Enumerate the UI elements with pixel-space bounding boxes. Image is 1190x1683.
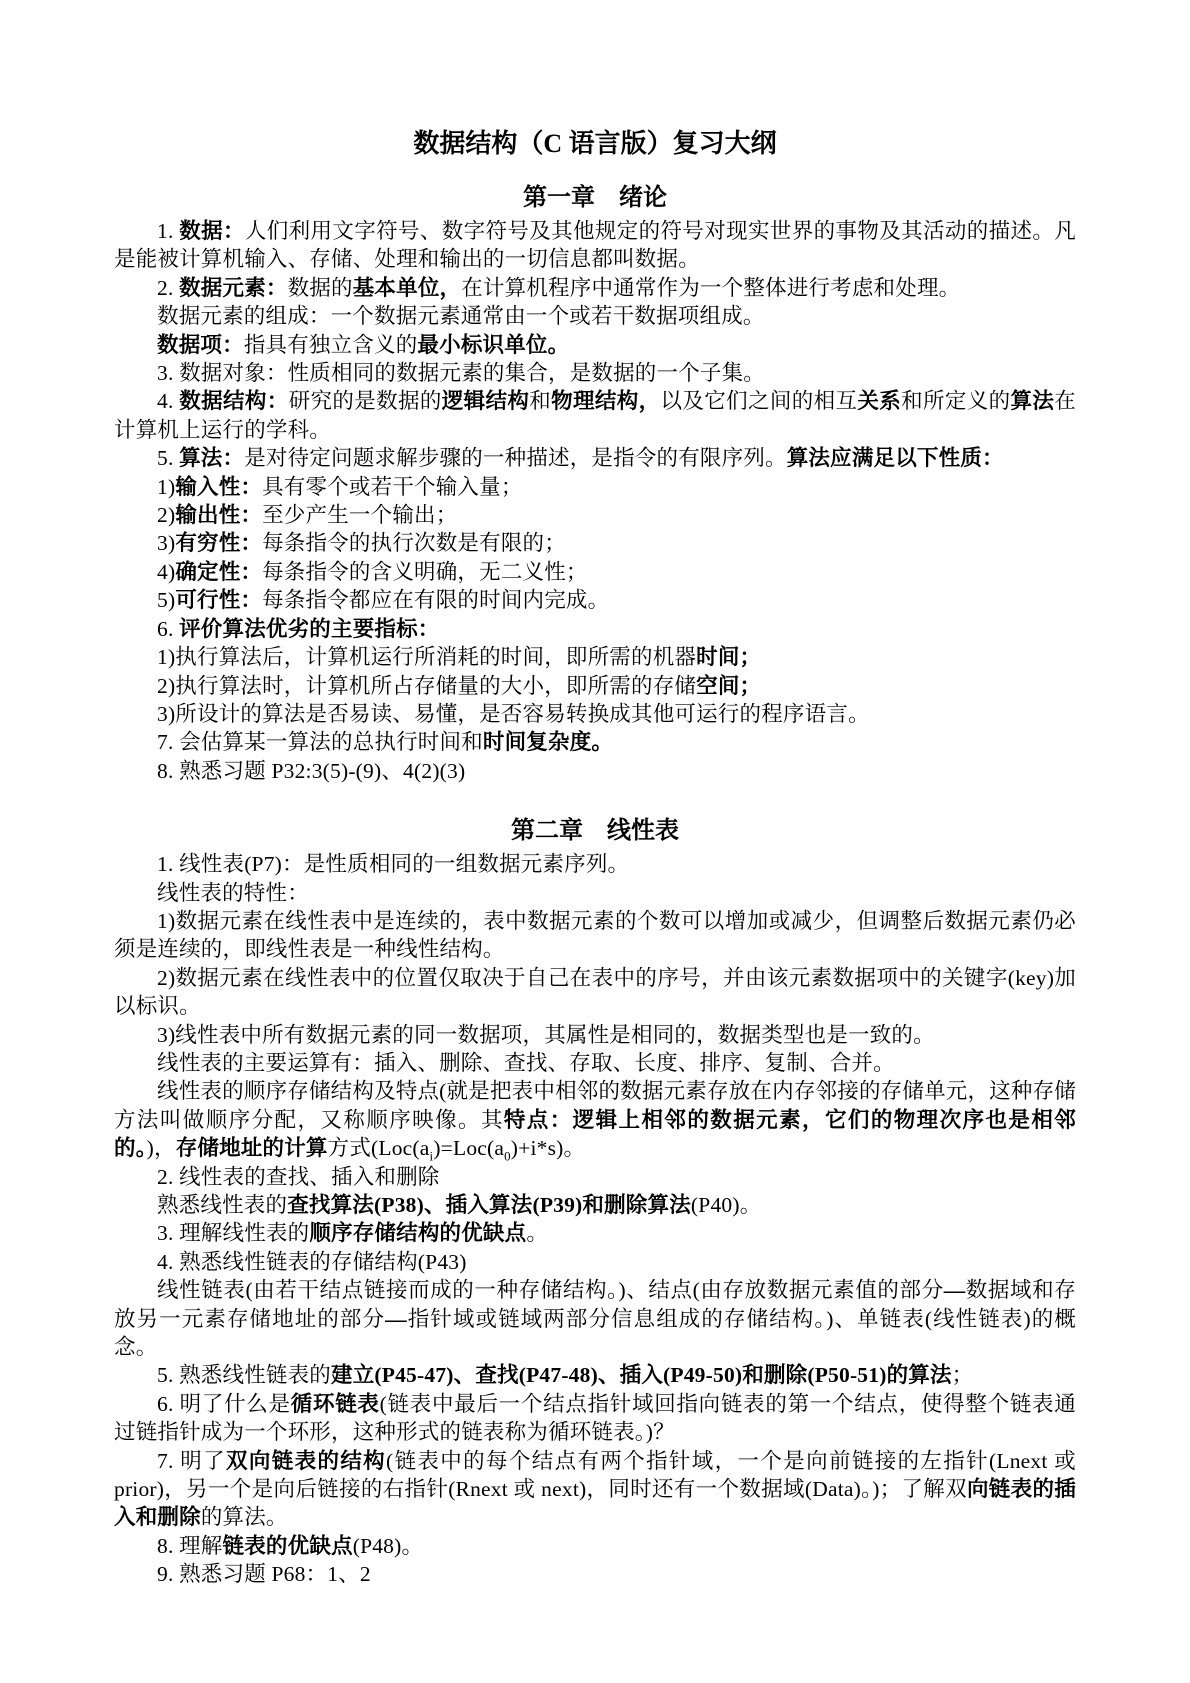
paragraph: 熟悉线性表的查找算法(P38)、插入算法(P39)和删除算法(P40)。 [157, 1193, 762, 1217]
paragraph: 4. 数据结构：研究的是数据的逻辑结构和物理结构，以及它们之间的相互关系和所定义的算法在计算机上运行的学科。 [114, 389, 1076, 442]
paragraph: 2. 数据元素：数据的基本单位，在计算机程序中通常作为一个整体进行考虑和处理。 [157, 275, 961, 300]
paragraph: 3)所设计的算法是否易读、易懂，是否容易转换成其他可运行的程序语言。 [157, 701, 870, 726]
paragraph: 3)线性表中所有数据元素的同一数据项，其属性是相同的，数据类型也是一致的。 [157, 1022, 935, 1047]
paragraph: 5. 算法：是对待定问题求解步骤的一种描述，是指令的有限序列。算法应满足以下性质： [157, 446, 1004, 471]
paragraph: 线性表的特性： [157, 880, 309, 905]
paragraph: 3. 理解线性表的顺序存储结构的优缺点。 [157, 1221, 549, 1246]
paragraph: 7. 会估算某一算法的总执行时间和时间复杂度。 [157, 730, 614, 755]
paragraph: 2)输出性：至少产生一个输出； [157, 503, 458, 528]
paragraph: 4)确定性：每条指令的含义明确，无二义性； [157, 559, 588, 584]
paragraph: 数据元素的组成：一个数据元素通常由一个或若干数据项组成。 [157, 304, 765, 329]
paragraph: 6. 明了什么是循环链表(链表中最后一个结点指针域回指向链表的第一个结点，使得整个链表通过链指针成为一个环形，这种形式的链表称为循环链表。)？ [114, 1391, 1076, 1445]
chapter-heading: 第一章 绪论 [523, 185, 667, 211]
paragraph: 7. 明了双向链表的结构(链表中的每个结点有两个指针域，一个是向前链接的左指针(Lnext 或 prior)，另一个是向后链接的右指针(Rnext 或 next)，同时还有一个数据域(Data)。)；了解双向链表的插入和删除的算法。 [114, 1448, 1076, 1530]
paragraph: 9. 熟悉习题 P68：1、2 [157, 1562, 371, 1587]
paragraph: 8. 熟悉习题 P32:3(5)-(9)、4(2)(3) [157, 758, 466, 783]
paragraph: 5. 熟悉线性链表的建立(P45-47)、查找(P47-48)、插入(P49-50)和删除(P50-51)的算法； [157, 1363, 974, 1388]
paragraph: 1)输入性：具有零个或若干个输入量； [157, 474, 523, 499]
paragraph: 1. 线性表(P7)：是性质相同的一组数据元素序列。 [157, 852, 630, 877]
paragraph: 2)数据元素在线性表中的位置仅取决于自己在表中的序号，并由该元素数据项中的关键字(key)加以标识。 [114, 965, 1076, 1019]
paragraph: 4. 熟悉线性链表的存储结构(P43) [157, 1249, 467, 1274]
chapter-heading: 第二章 线性表 [511, 818, 679, 845]
paragraph: 数据项：指具有独立含义的最小标识单位。 [157, 332, 570, 357]
paragraph: 1. 数据：人们利用文字符号、数字符号及其他规定的符号对现实世界的事物及其活动的描述。凡是能被计算机输入、存储、处理和输出的一切信息都叫数据。 [114, 219, 1076, 272]
paragraph: 线性表的主要运算有：插入、删除、查找、存取、长度、排序、复制、合并。 [157, 1050, 895, 1075]
paragraph: 1)执行算法后，计算机运行所消耗的时间，即所需的机器时间； [157, 645, 762, 670]
paragraph: 线性链表(由若干结点链接而成的一种存储结构。)、结点(由存放数据元素值的部分—数据域和存放另一元素存储地址的部分—指针域或链域两部分信息组成的存储结构。)、单链表(线性链表)的概念。 [114, 1278, 1076, 1360]
paragraph: 3)有穷性：每条指令的执行次数是有限的； [157, 531, 566, 556]
paragraph: 8. 理解链表的优缺点(P48)。 [157, 1533, 424, 1558]
document-body [114, 182, 1076, 1589]
paragraph: 1)数据元素在线性表中是连续的，表中数据元素的个数可以增加或减少，但调整后数据元素仍必须是连续的，即线性表是一种线性结构。 [114, 908, 1076, 962]
document-title: 数据结构（C 语言版）复习大纲 [413, 129, 777, 158]
paragraph: 3. 数据对象：性质相同的数据元素的集合，是数据的一个子集。 [157, 361, 766, 386]
paragraph: 线性表的顺序存储结构及特点(就是把表中相邻的数据元素存放在内存邻接的存储单元，这种存储方法叫做顺序分配，又称顺序映像。其特点：逻辑上相邻的数据元素，它们的物理次序也是相邻的。)，存储地址的计算方式$(Loc(a_i)=Loc(a_0)+i*s)$。 [114, 1079, 1076, 1164]
paragraph: 2)执行算法时，计算机所占存储量的大小，即所需的存储空间； [157, 673, 762, 698]
paragraph: 6. 评价算法优劣的主要指标： [157, 616, 440, 641]
paragraph: 5)可行性：每条指令都应在有限的时间内完成。 [157, 588, 610, 613]
paragraph: 2. 线性表的查找、插入和删除 [157, 1164, 440, 1189]
